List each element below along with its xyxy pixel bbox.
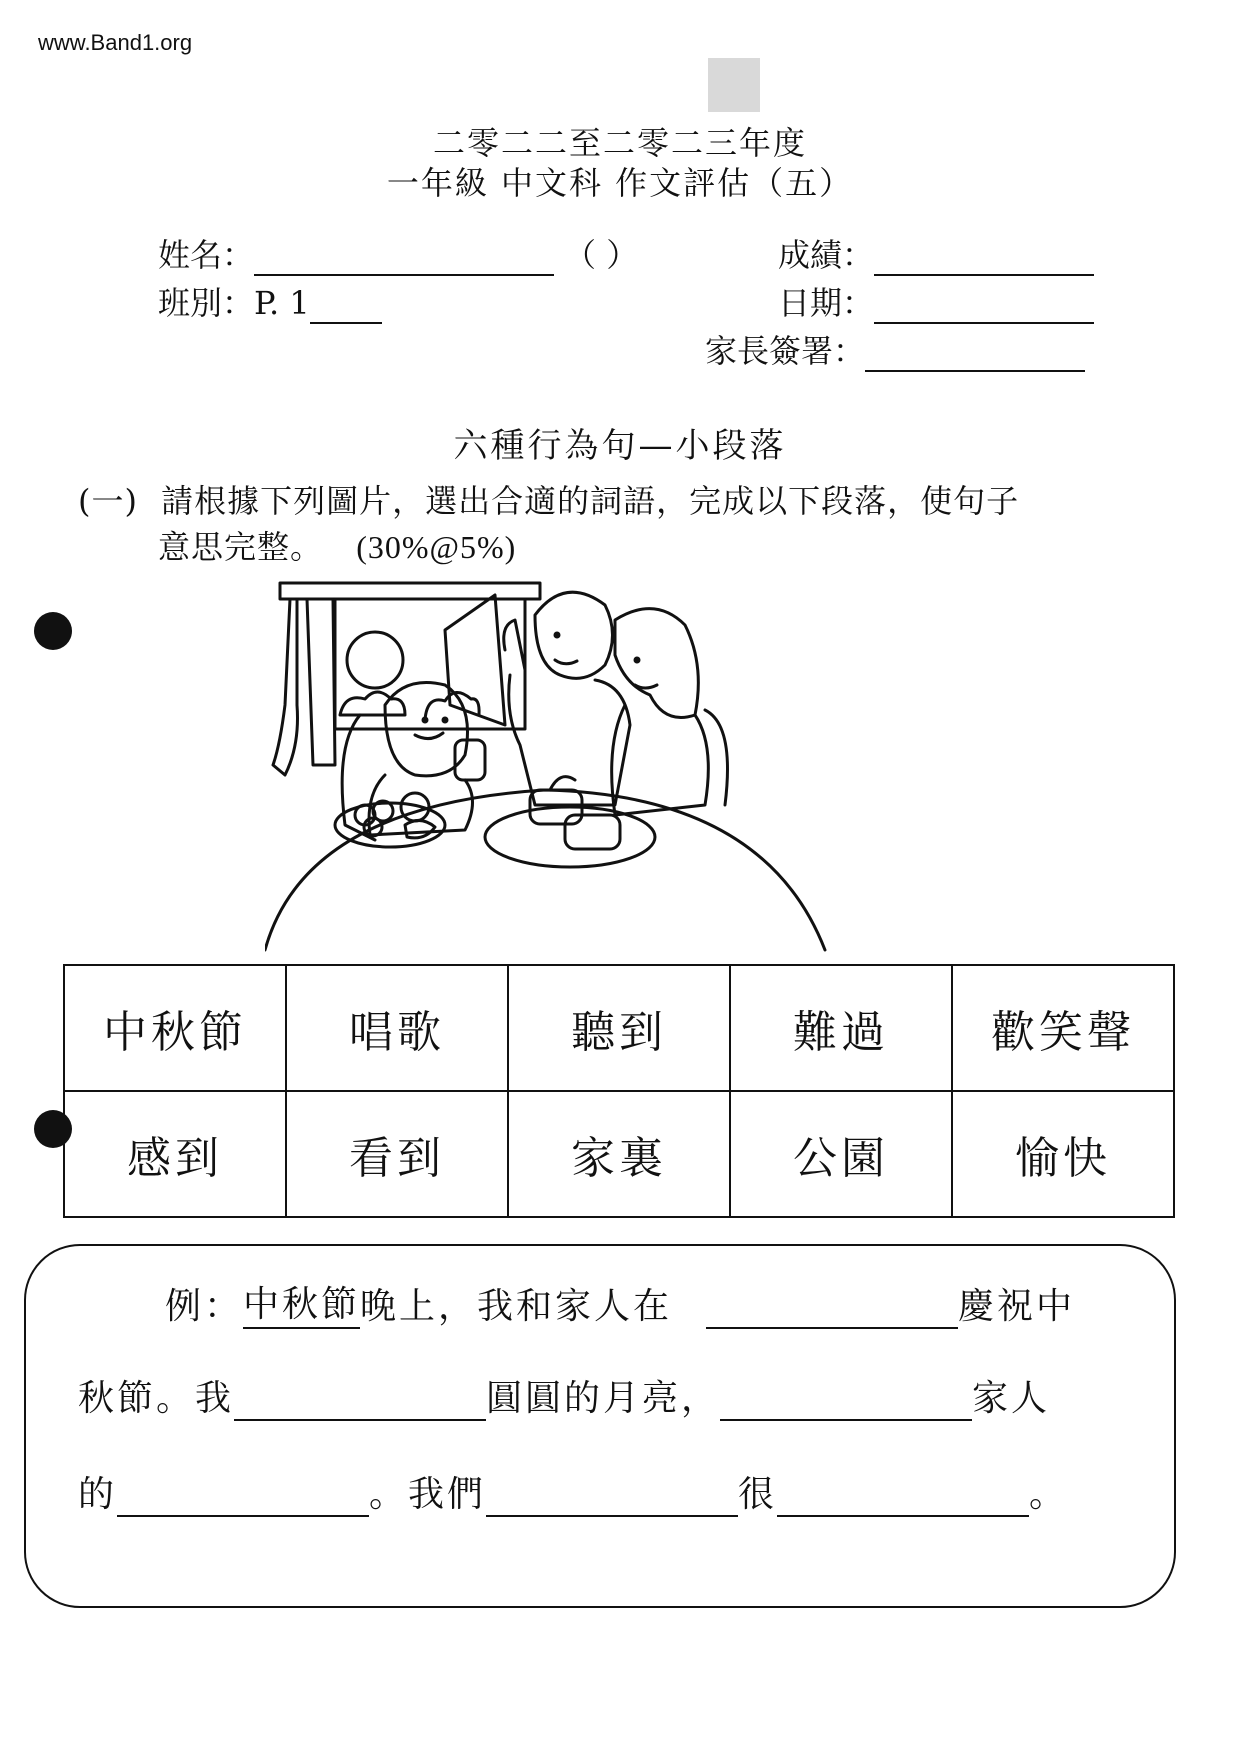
class-field [158,278,382,324]
paragraph-text: 圓圓的月亮， [486,1378,721,1419]
question-text-1: 請根據下列圖片，選出合適的詞語，完成以下段落，使句子 [161,482,1020,520]
cloud-left [340,692,405,715]
date-label: 日期： [778,284,875,322]
class-label: 班別：P. 1 [158,284,310,322]
name-label: 姓名： [158,236,255,274]
left-curtain-inner [307,599,335,765]
date-field [778,278,1094,324]
paragraph-text: 的 [78,1474,118,1515]
father-hand-on-table [550,777,575,790]
word-bank-cell[interactable]: 公園 [730,1091,952,1217]
paragraph-text: 。 [1029,1474,1069,1515]
answer-blank-5[interactable] [486,1481,738,1517]
word-bank-cell[interactable]: 難過 [730,965,952,1091]
word-bank-cell[interactable]: 唱歌 [286,965,508,1091]
class-number-paren: （ ） [564,236,639,274]
answer-blank-6[interactable] [777,1481,1029,1517]
pear-icon [405,820,435,837]
answer-blank-1[interactable] [706,1293,958,1329]
school-year-title: 二零二二至二零二三年度 [432,124,807,162]
paragraph-text: 晚上，我和家人在 [360,1286,673,1327]
section-title: 六種行為句—小段落 [453,426,787,466]
question-instruction-line2 [158,522,516,568]
word-bank-row [64,1091,1174,1217]
answer-blank-3[interactable] [720,1385,972,1421]
word-bank-cell[interactable]: 感到 [64,1091,286,1217]
mother-head [615,609,698,718]
name-blank[interactable] [254,244,554,276]
word-bank-cell[interactable]: 家裏 [508,1091,730,1217]
family-mid-autumn-illustration [265,575,845,955]
date-blank[interactable] [874,292,1094,324]
paragraph-text: 。我們 [369,1474,487,1515]
window-top-rail [280,583,540,599]
binder-hole-top [34,612,72,650]
word-bank-row [64,965,1174,1091]
parent-signature-blank[interactable] [865,340,1085,372]
subject-title: 一年級 中文科 作文評估（五） [386,164,854,202]
example-prefix: 例： [165,1286,244,1327]
name-field [158,230,638,276]
question-text-2: 意思完整。 [158,528,324,566]
watermark-url: www.Band1.org [38,30,193,55]
question-number: (一) [78,482,138,520]
paragraph-text: 很 [738,1474,778,1515]
paragraph-text: 家人 [972,1378,1051,1419]
word-bank-cell[interactable]: 看到 [286,1091,508,1217]
gray-placeholder-box [708,58,760,112]
example-answer: 中秋節 [243,1276,360,1329]
father-pointing-hand [504,620,525,670]
answer-blank-4[interactable] [117,1481,369,1517]
moon-icon [347,632,403,688]
question-marks: (30%@5%) [356,529,517,565]
mooncake-in-hand [455,740,485,780]
open-window-pane [445,595,505,725]
word-bank-table [63,964,1175,1218]
left-curtain [273,599,298,775]
paragraph-text: 秋節。我 [78,1378,235,1419]
score-label: 成績： [778,236,875,274]
parent-signature-label: 家長簽署： [705,332,866,370]
mooncake-icon-2 [565,815,620,849]
question-instruction-line1 [78,476,1019,522]
paragraph-text: 慶祝中 [958,1286,1076,1327]
paragraph-line-3 [78,1466,1068,1517]
class-blank[interactable] [310,292,382,324]
word-bank-cell[interactable]: 中秋節 [64,965,286,1091]
parent-signature-field [705,326,1085,372]
paragraph-line-1 [165,1276,1075,1329]
word-bank-cell[interactable]: 聽到 [508,965,730,1091]
score-field [778,230,1094,276]
paragraph-line-2 [78,1370,1050,1421]
father-head [535,592,613,678]
score-blank[interactable] [874,244,1094,276]
child-body [369,775,473,835]
answer-blank-2[interactable] [234,1385,486,1421]
word-bank-cell[interactable]: 歡笑聲 [952,965,1174,1091]
round-table [265,790,825,950]
word-bank-cell[interactable]: 愉快 [952,1091,1174,1217]
